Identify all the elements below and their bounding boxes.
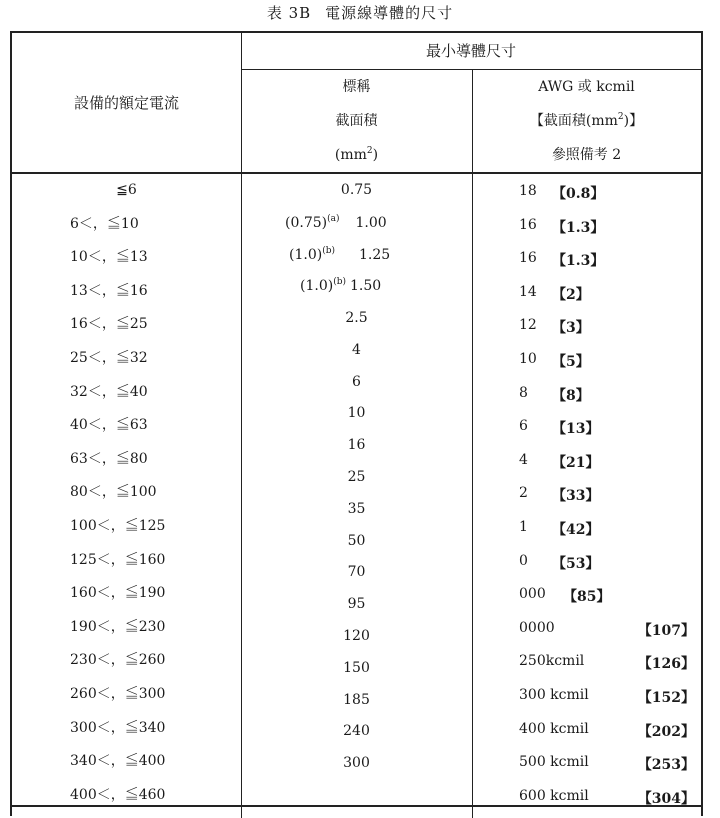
rated-current-cell: ≦6 bbox=[116, 182, 137, 198]
note-a-sup: (a) bbox=[327, 214, 340, 224]
rated-current-cell: 100＜，≦125 bbox=[70, 518, 166, 534]
nominal-row-0: 0.75 bbox=[340, 182, 373, 198]
awg-area-cell: 【2】 bbox=[552, 286, 590, 303]
rated-current-cell: 190＜，≦230 bbox=[70, 618, 166, 635]
awg-size-cell: 1 bbox=[519, 519, 528, 535]
rated-current-cell: 260＜，≦300 bbox=[70, 686, 166, 702]
header-divider-top bbox=[241, 69, 701, 70]
awg-area-cell: 【0.8】 bbox=[552, 186, 605, 202]
nominal-row-3-paren: (1.0) bbox=[300, 278, 334, 294]
header-rated-current: 設備的額定電流 bbox=[73, 94, 179, 112]
awg-area-cell: 【13】 bbox=[552, 421, 600, 438]
awg-size-cell: 14 bbox=[519, 283, 537, 300]
rated-current-cell: 230＜，≦260 bbox=[70, 652, 166, 669]
table-title bbox=[0, 2, 720, 23]
nominal-area-cell: 95 bbox=[347, 596, 366, 613]
awg-size-cell: 18 bbox=[519, 183, 537, 199]
awg-size-cell: 4 bbox=[519, 451, 528, 468]
note-b-sup: (b) bbox=[322, 246, 335, 256]
awg-area-end: )】 bbox=[623, 113, 644, 129]
nominal-area-cell: 4 bbox=[352, 341, 361, 358]
rated-current-cell: 6＜，≦10 bbox=[70, 215, 139, 232]
awg-area-cell: 【1.3】 bbox=[552, 219, 605, 236]
awg-area-cell: 【21】 bbox=[552, 454, 600, 471]
awg-area-cell: 【126】 bbox=[637, 656, 695, 673]
header-nominal-line3 bbox=[241, 148, 472, 162]
awg-size-cell: 600 kcmil bbox=[519, 787, 589, 804]
awg-area-sup: 2 bbox=[617, 112, 624, 122]
nominal-row-2-value: 1.25 bbox=[359, 247, 391, 263]
rated-current-cell: 32＜，≦40 bbox=[70, 383, 148, 400]
nominal-row-3-value: 1.50 bbox=[350, 278, 382, 294]
nominal-row-1-paren: (0.75) bbox=[285, 215, 328, 231]
rated-current-cell: 340＜，≦400 bbox=[70, 753, 166, 770]
awg-area-cell: 【1.3】 bbox=[552, 253, 605, 270]
awg-area-cell: 【202】 bbox=[637, 723, 695, 740]
nominal-area-cell: 16 bbox=[347, 437, 366, 454]
rated-current-cell: 25＜，≦32 bbox=[70, 350, 148, 366]
awg-size-cell: 12 bbox=[519, 317, 537, 334]
header-awg-line3: 參照備考 2 bbox=[551, 147, 622, 163]
awg-area-cell: 【107】 bbox=[637, 622, 695, 639]
awg-size-cell: 16 bbox=[519, 216, 537, 233]
nominal-unit-end: ) bbox=[372, 147, 379, 163]
rated-current-cell: 10＜，≦13 bbox=[70, 249, 148, 266]
nominal-area-cell: 25 bbox=[347, 469, 366, 485]
awg-size-cell: 0000 bbox=[519, 619, 555, 636]
rated-current-cell: 13＜，≦16 bbox=[70, 282, 148, 299]
nominal-row-1-value: 1.00 bbox=[355, 215, 387, 231]
awg-size-cell: 6 bbox=[519, 418, 528, 435]
nominal-area-cell: 120 bbox=[343, 628, 370, 644]
awg-area-cell: 【5】 bbox=[552, 354, 590, 370]
rated-current-cell: 300＜，≦340 bbox=[70, 719, 166, 736]
nominal-area-cell: 300 bbox=[343, 755, 370, 772]
nominal-area-cell: 6 bbox=[352, 373, 361, 390]
nominal-area-cell: 185 bbox=[343, 691, 370, 708]
awg-size-cell: 16 bbox=[519, 250, 537, 267]
header-awg-line1: AWG 或 kcmil bbox=[538, 79, 635, 95]
header-divider-bottom bbox=[12, 172, 701, 174]
awg-size-cell: 250kcmil bbox=[519, 653, 585, 670]
awg-size-cell: 0 bbox=[519, 552, 528, 569]
rated-current-cell: 400＜，≦460 bbox=[70, 786, 166, 803]
table-bottom-rule bbox=[12, 805, 701, 807]
rated-current-cell: 40＜，≦63 bbox=[70, 417, 148, 434]
awg-size-cell: 300 kcmil bbox=[519, 687, 589, 703]
awg-size-cell: 400 kcmil bbox=[519, 720, 589, 737]
header-min-size: 最小導體尺寸 bbox=[425, 42, 516, 60]
rated-current-cell: 125＜，≦160 bbox=[70, 551, 166, 568]
rated-current-cell: 160＜，≦190 bbox=[70, 585, 166, 602]
awg-area-cell: 【53】 bbox=[552, 555, 600, 572]
awg-size-cell: 8 bbox=[519, 384, 528, 401]
rated-current-cell: 80＜，≦100 bbox=[70, 484, 157, 501]
header-nominal-line1: 標稱 bbox=[342, 79, 371, 95]
nominal-area-cell: 35 bbox=[347, 500, 366, 517]
nominal-row-2 bbox=[289, 248, 390, 262]
awg-size-cell: 10 bbox=[519, 351, 537, 367]
nominal-row-1 bbox=[285, 216, 387, 230]
nominal-unit: (mm bbox=[334, 147, 367, 163]
awg-area-cell: 【253】 bbox=[637, 757, 695, 774]
nominal-area-cell: 150 bbox=[343, 659, 370, 676]
table-caption: 電源線導體的尺寸 bbox=[325, 4, 454, 22]
nominal-row-3 bbox=[300, 279, 381, 293]
awg-size-cell: 000 bbox=[519, 586, 546, 603]
awg-area-cell: 【152】 bbox=[637, 690, 695, 706]
col-divider-2 bbox=[472, 69, 473, 818]
awg-area-cell: 【85】 bbox=[563, 589, 611, 606]
awg-area-cell: 【42】 bbox=[552, 522, 600, 538]
awg-area-cell: 【304】 bbox=[637, 790, 695, 807]
nominal-unit-sup: 2 bbox=[366, 146, 373, 156]
header-nominal-line2: 截面積 bbox=[335, 113, 378, 129]
awg-area-label: 【截面積(mm bbox=[529, 113, 618, 129]
rated-current-cell: 63＜，≦80 bbox=[70, 450, 148, 467]
awg-area-cell: 【3】 bbox=[552, 320, 590, 337]
nominal-area-cell: 2.5 bbox=[345, 310, 368, 326]
nominal-row-2-paren: (1.0) bbox=[289, 247, 323, 263]
conductor-size-table bbox=[10, 31, 703, 816]
nominal-area-cell: 10 bbox=[347, 405, 366, 422]
awg-size-cell: 2 bbox=[519, 485, 528, 502]
header-awg-line2 bbox=[472, 114, 701, 128]
rated-current-cell: 16＜，≦25 bbox=[70, 316, 148, 333]
awg-size-cell: 500 kcmil bbox=[519, 754, 589, 771]
nominal-area-cell: 50 bbox=[347, 532, 366, 549]
awg-area-cell: 【33】 bbox=[552, 488, 600, 505]
nominal-area-cell: 70 bbox=[347, 564, 366, 581]
nominal-area-cell: 240 bbox=[343, 723, 370, 740]
note-b-sup-2: (b) bbox=[333, 277, 346, 287]
awg-area-cell: 【8】 bbox=[552, 387, 590, 404]
table-number: 表 3B bbox=[266, 4, 312, 22]
